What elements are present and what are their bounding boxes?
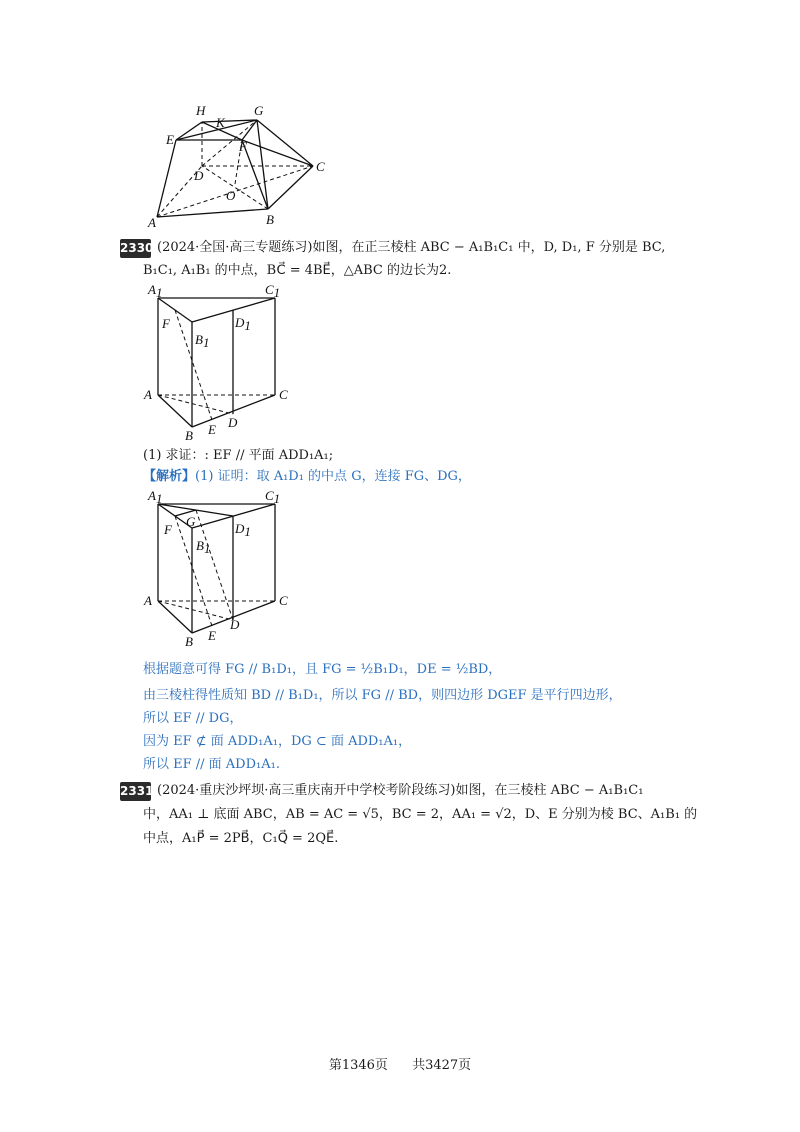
label-B1: B1 xyxy=(196,538,211,556)
figure-prism-2 xyxy=(140,488,300,650)
solution-step-3: 所以 EF // DG， xyxy=(143,711,243,726)
figure-prism-1 xyxy=(140,282,300,444)
page-footer xyxy=(0,1054,800,1073)
label-G: G xyxy=(186,514,196,529)
label-C: C xyxy=(279,593,288,608)
q2331-text-line1: (2024·重庆沙坪坝·高三重庆南开中学校考阶段练习)如图，在三棱柱 ABC − A₁B₁C₁ xyxy=(157,783,644,798)
label-A: A xyxy=(144,593,152,608)
label-D: D xyxy=(230,617,240,632)
solution-step-5: 所以 EF // 面 ADD₁A₁. xyxy=(143,757,280,772)
label-D: D xyxy=(194,168,204,183)
question-number-badge: 2331 xyxy=(120,782,151,801)
label-F: F xyxy=(162,316,170,331)
label-O: O xyxy=(226,188,236,203)
label-C1: C1 xyxy=(265,282,281,300)
q2330-text-line2: B₁C₁, A₁B₁ 的中点，BC⃗ = 4BE⃗，△ABC 的边长为2. xyxy=(143,263,452,278)
label-A: A xyxy=(148,215,156,230)
label-G: G xyxy=(254,103,264,118)
label-A1: A1 xyxy=(148,488,163,506)
page-total: 共3427页 xyxy=(412,1058,472,1073)
label-D1: D1 xyxy=(235,521,251,539)
label-B: B xyxy=(266,212,274,227)
q2331-text-line2: 中，AA₁ ⊥ 底面 ABC，AB = AC = √5，BC = 2，AA₁ = √2，D、E 分别为棱 BC、A₁B₁ 的 xyxy=(143,807,698,822)
label-F: F xyxy=(164,522,172,537)
label-E: E xyxy=(208,422,216,437)
analysis-line xyxy=(143,467,471,487)
label-C1: C1 xyxy=(265,488,281,506)
label-D: D xyxy=(228,415,238,430)
label-C: C xyxy=(279,387,288,402)
figure-solid-hgkefdcoab xyxy=(140,100,340,230)
question-number-badge: 2330 xyxy=(120,239,151,258)
solution-step-1: 根据题意可得 FG // B₁D₁，且 FG = ½B₁D₁，DE = ½BD， xyxy=(143,662,502,677)
solution-step-2: 由三棱柱得性质知 BD // B₁D₁，所以 FG // BD，则四边形 DGEF 是平行四边形， xyxy=(143,688,622,703)
label-E: E xyxy=(208,628,216,643)
label-B: B xyxy=(185,428,193,443)
q2330-part1: (1) 求证：: EF // 平面 ADD₁A₁; xyxy=(143,448,334,463)
label-H: H xyxy=(196,103,206,118)
label-D1: D1 xyxy=(235,315,251,333)
label-F: F xyxy=(239,139,247,154)
label-A: A xyxy=(144,387,152,402)
analysis-first: (1) 证明：取 A₁D₁ 的中点 G，连接 FG、DG， xyxy=(195,469,471,484)
page-number: 第1346页 xyxy=(328,1058,388,1073)
label-C: C xyxy=(316,159,325,174)
label-B1: B1 xyxy=(195,332,210,350)
analysis-tag: 【解析】 xyxy=(143,469,196,484)
solution-step-4: 因为 EF ⊄ 面 ADD₁A₁，DG ⊂ 面 ADD₁A₁， xyxy=(143,734,412,749)
label-K: K xyxy=(216,115,225,130)
label-E: E xyxy=(166,132,174,147)
q2330-text-line1: (2024·全国·高三专题练习)如图，在正三棱柱 ABC − A₁B₁C₁ 中，D, D₁, F 分别是 BC, xyxy=(157,240,666,255)
q2331-text-line3: 中点，A₁P⃗ = 2PB⃗，C₁Q⃗ = 2QE⃗. xyxy=(143,831,339,846)
label-B: B xyxy=(185,634,193,649)
label-A1: A1 xyxy=(148,282,163,300)
